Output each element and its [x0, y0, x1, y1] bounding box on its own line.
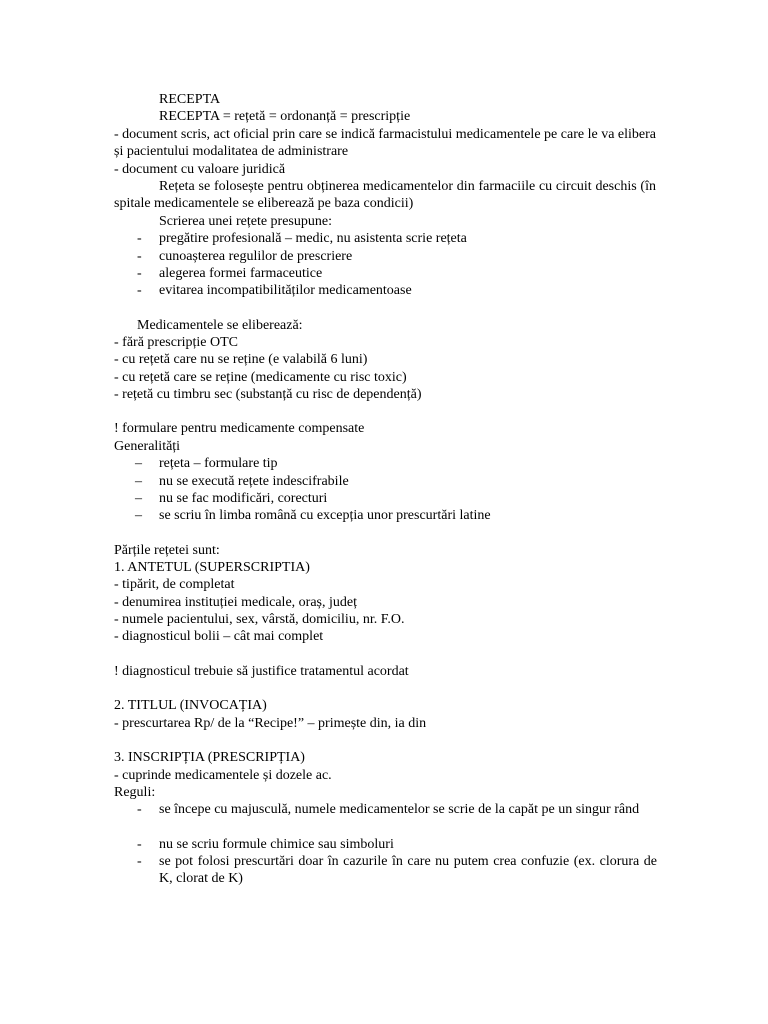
list-item: rețeta – formulare tip — [159, 456, 278, 471]
list-bullet: - — [137, 837, 142, 852]
list-bullet: – — [135, 508, 142, 523]
list-bullet: - — [137, 802, 142, 817]
list-item: se pot folosi prescurtări doar în cazurile în care nu putem crea confuzie (ex. clorura de K, clorat de K) — [159, 854, 657, 887]
release-item: - cu rețetă care se reține (medicamente cu risc toxic) — [114, 370, 407, 385]
list-item: nu se scriu formule chimice sau simboluri — [159, 837, 394, 852]
list-item: cunoașterea regulilor de prescriere — [159, 249, 353, 264]
definition-paragraph: - document scris, act oficial prin care se indică farmacistului medicamentele pe care le va eliberа și pacientului modalitatea de administrare — [114, 127, 656, 160]
section-1-item: - tipărit, de completat — [114, 577, 235, 592]
list-bullet: - — [137, 854, 142, 869]
list-bullet: – — [135, 456, 142, 471]
list-item: se scriu în limba română cu excepția unor prescurtări latine — [159, 508, 491, 523]
section-1-item: - numele pacientului, sex, vârstă, domiciliu, nr. F.O. — [114, 612, 405, 627]
general-heading: Generalități — [114, 439, 181, 454]
section-1-item: - denumirea instituției medicale, oraș, județ — [114, 595, 357, 610]
compensated-note: ! formulare pentru medicamente compensate — [114, 421, 365, 436]
list-item: se începe cu majusculă, numele medicamentelor se scrie de la capăt pe un singur rând — [159, 802, 640, 817]
parts-intro: Părțile rețetei sunt: — [114, 543, 220, 558]
list-item: nu se execută rețete indescifrabile — [159, 474, 349, 489]
document-title: RECEPTA — [159, 92, 221, 107]
diagnosis-note: ! diagnosticul trebuie să justifice tratamentul acordat — [114, 664, 409, 679]
usage-paragraph: Rețeta se folosește pentru obținerea medicamentelor din farmaciile cu circuit deschis (în spitale medicamentele se eliberează pe baza condicii) — [114, 179, 656, 212]
list-item: nu se fac modificări, corecturi — [159, 491, 328, 506]
list-bullet: - — [137, 231, 142, 246]
section-1-item: - diagnosticul bolii – cât mai complet — [114, 629, 324, 644]
release-item: - fără prescripție OTC — [114, 335, 238, 350]
section-3-title: 3. INSCRIPȚIA (PRESCRIPȚIA) — [114, 750, 305, 765]
list-item: alegerea formei farmaceutice — [159, 266, 323, 281]
release-item: - rețetă cu timbru sec (substanță cu risc de dependență) — [114, 387, 422, 402]
release-item: - cu rețetă care nu se reține (e valabilă 6 luni) — [114, 352, 368, 367]
section-3-item: - cuprinde medicamentele și dozele ac. — [114, 768, 332, 783]
synonyms-line: RECEPTA = rețetă = ordonanță = prescripție — [159, 109, 411, 124]
list-bullet: - — [137, 266, 142, 281]
section-1-title: 1. ANTETUL (SUPERSCRIPTIA) — [114, 560, 310, 575]
section-2-title: 2. TITLUL (INVOCAȚIA) — [114, 698, 267, 713]
list-item: pregătire profesională – medic, nu asistenta scrie rețeta — [159, 231, 467, 246]
list-bullet: – — [135, 491, 142, 506]
list-item: evitarea incompatibilităților medicamentoase — [159, 283, 412, 298]
section-2-item: - prescurtarea Rp/ de la “Recipe!” – primește din, ia din — [114, 716, 427, 731]
list-bullet: - — [137, 249, 142, 264]
rules-heading: Reguli: — [114, 785, 156, 800]
list-bullet: - — [137, 283, 142, 298]
list-bullet: – — [135, 474, 142, 489]
writing-intro: Scrierea unei rețete presupune: — [159, 214, 332, 229]
juridical-line: - document cu valoare juridică — [114, 162, 286, 177]
release-intro: Medicamentele se eliberează: — [137, 318, 303, 333]
